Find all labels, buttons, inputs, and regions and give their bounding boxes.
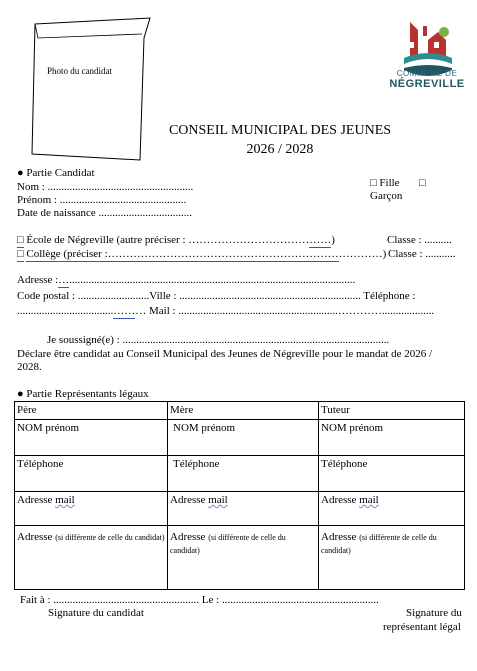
college-row: [17, 248, 386, 262]
pere-nom-cell[interactable]: NOM prénom: [15, 420, 168, 456]
table-row: [15, 492, 465, 526]
ecole-row: [17, 234, 335, 248]
signature-rep-line1: Signature du: [406, 607, 462, 619]
adresse-diff-label: Adresse: [170, 531, 206, 543]
garcon-label-clip: [370, 190, 430, 202]
tuteur-tel-cell[interactable]: Téléphone: [319, 456, 465, 492]
mere-mail-cell[interactable]: [168, 492, 319, 526]
adresse-blank[interactable]: …: [58, 274, 70, 286]
mail-row: [17, 305, 434, 319]
page-title: CONSEIL MUNICIPAL DES JEUNES: [168, 123, 392, 138]
adresse-diff-label: Adresse: [321, 531, 357, 543]
adresse-rest[interactable]: ........................................................................................................: [69, 274, 356, 286]
tuteur-mail-cell[interactable]: [319, 492, 465, 526]
adresse-diff-note: (si différente de celle du candidat): [55, 533, 165, 542]
prenom-field[interactable]: Prénom : ..............................................: [17, 194, 187, 206]
adresse-label: Adresse :: [17, 274, 59, 286]
table-row: [15, 420, 465, 456]
signature-rep-line2: représentant légal: [383, 621, 461, 633]
college-blank[interactable]: ………………………………………………………: [107, 248, 339, 260]
declaration-line1: Déclare être candidat au Conseil Municipal des Jeunes de Négreville pour le mandat de 2026 /: [17, 348, 433, 360]
adresse-diff-note: (si différente de celle du candidat): [170, 533, 286, 555]
declaration-line2: 2028.: [17, 361, 42, 373]
garcon-checkbox[interactable]: □: [419, 177, 426, 189]
naissance-field[interactable]: Date de naissance ..................................: [17, 207, 193, 219]
soussigne-field[interactable]: Je soussigné(e) : .................................................................................................: [47, 334, 390, 346]
ecole-blank[interactable]: ……: [309, 234, 332, 246]
ecole-close: ): [331, 234, 335, 246]
nom-field[interactable]: Nom : .....................................................: [17, 181, 194, 193]
mail-field[interactable]: … Mail : ..........................................................…………...................: [135, 305, 435, 317]
candidate-section-title: ● Partie Candidat: [17, 167, 95, 179]
pere-mail-cell[interactable]: [15, 492, 168, 526]
col-tuteur: Tuteur: [319, 402, 465, 420]
mail-word: mail: [359, 494, 379, 506]
table-row: [15, 456, 465, 492]
fait-a-field[interactable]: Fait à : ..................................................... Le : .........................................................: [20, 594, 379, 606]
table-row: [15, 526, 465, 590]
logo-line1: COMMUNE DE: [396, 69, 458, 78]
fille-checkbox[interactable]: □ Fille: [370, 177, 400, 189]
ecole-classe-field[interactable]: Classe : ..........: [387, 234, 452, 246]
pere-adresse-cell[interactable]: [15, 526, 168, 590]
code-postal-row[interactable]: Code postal : ..........................Ville : .................................................................. Téléphone :: [17, 290, 416, 302]
adresse-word: Adresse: [170, 494, 206, 506]
tuteur-nom-cell[interactable]: NOM prénom: [319, 420, 465, 456]
table-header-row: [15, 402, 465, 420]
signature-candidat-label: Signature du candidat: [48, 607, 144, 619]
adresse-word: Adresse: [321, 494, 357, 506]
ecole-label: École de Négreville (autre préciser : ……………………………: [26, 234, 310, 246]
college-tail: …………): [338, 248, 387, 260]
garcon-label: Garçon: [370, 190, 403, 202]
adresse-word: Adresse: [17, 494, 53, 506]
adresse-diff-note: (si différente de celle du candidat): [321, 533, 437, 555]
mail-word: mail: [55, 494, 75, 506]
col-pere: Père: [15, 402, 168, 420]
pere-tel-cell[interactable]: Téléphone: [15, 456, 168, 492]
college-label: Collège (préciser :: [26, 248, 108, 260]
col-mere: Mère: [168, 402, 319, 420]
telephone-blank[interactable]: ...................................: [17, 305, 114, 317]
mere-tel-cell[interactable]: Téléphone: [168, 456, 319, 492]
mail-blank[interactable]: ……: [113, 305, 136, 317]
page-subtitle-years: 2026 / 2028: [246, 142, 314, 157]
college-checkbox[interactable]: □: [17, 248, 24, 260]
ecole-checkbox[interactable]: □: [17, 234, 24, 246]
adresse-row: [17, 274, 355, 288]
photo-label: Photo du candidat: [47, 66, 112, 76]
mere-adresse-cell[interactable]: [168, 526, 319, 590]
representatives-section-title: ● Partie Représentants légaux: [17, 388, 149, 400]
tuteur-adresse-cell[interactable]: [319, 526, 465, 590]
mere-nom-cell[interactable]: NOM prénom: [168, 420, 319, 456]
adresse-diff-label: Adresse: [17, 531, 53, 543]
representatives-table: [14, 401, 465, 590]
mail-word: mail: [208, 494, 228, 506]
logo-line2: NÉGREVILLE: [389, 78, 465, 90]
college-classe-field[interactable]: Classe : ...........: [388, 248, 456, 260]
